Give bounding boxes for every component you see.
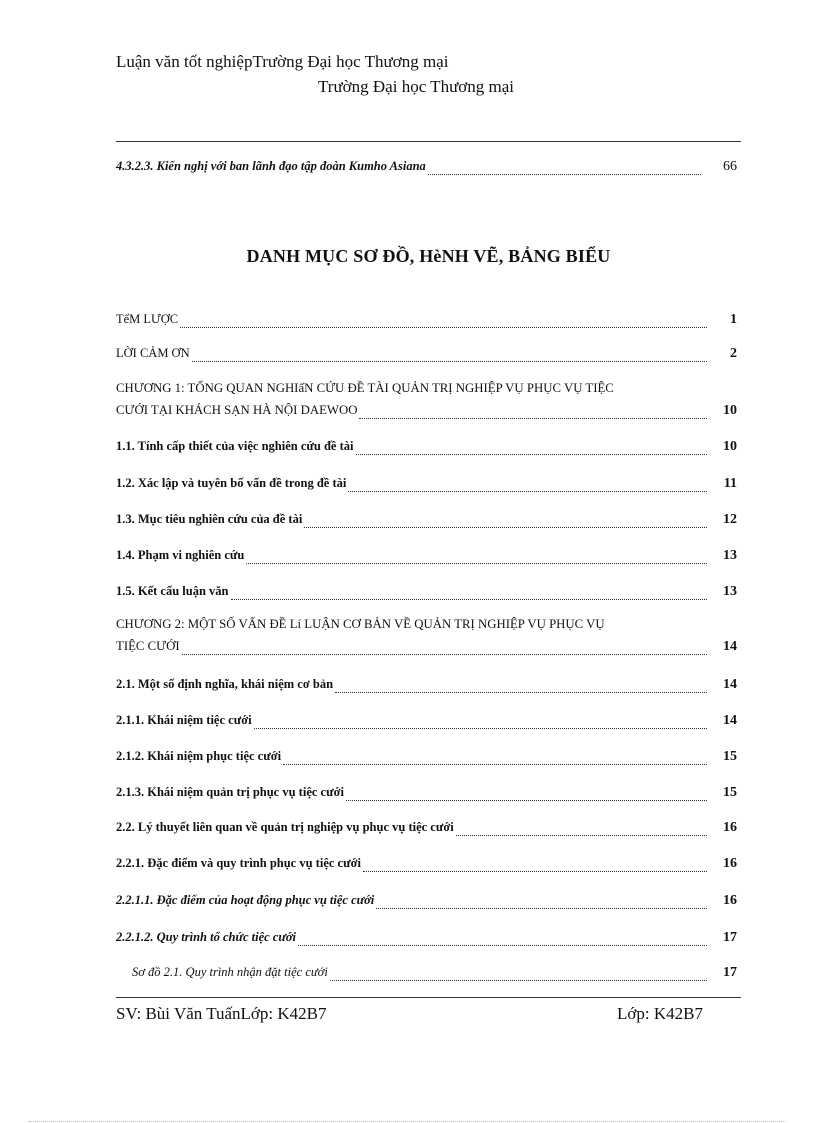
toc-entry-page: 15 — [723, 785, 737, 800]
toc-leader-dots — [363, 859, 707, 872]
toc-entry-page: 16 — [723, 856, 737, 871]
toc-leader-dots — [304, 515, 707, 528]
toc-entry-label: LỜI CẢM ƠN — [116, 346, 190, 360]
toc-entry[interactable] — [116, 548, 741, 570]
toc-entry-chapter-1[interactable] — [116, 381, 741, 425]
toc-entry-label: 2.2.1.1. Đặc điểm của hoạt động phục vụ tiệc cưới — [116, 893, 375, 907]
toc-entry[interactable] — [116, 476, 741, 498]
toc-leader-dots — [348, 479, 707, 492]
toc-entry-page: 2 — [730, 346, 737, 361]
toc-entry-label: Sơ đồ 2.1. Quy trình nhận đặt tiệc cưới — [132, 965, 328, 979]
toc-entry-page: 13 — [723, 548, 737, 563]
toc-entry-page: 11 — [723, 476, 737, 491]
toc-leader-dots — [359, 406, 707, 419]
toc-entry[interactable] — [116, 820, 741, 842]
toc-entry[interactable] — [116, 584, 741, 606]
toc-entry-label-line-1: CHƯƠNG 2: MỘT SỐ VẤN ĐỀ Lí LUẬN CƠ BẢN VỀ QUẢN TRỊ NGHIỆP VỤ PHỤC VỤ — [116, 617, 605, 631]
toc-entry[interactable] — [116, 930, 741, 952]
toc-entry-page: 12 — [723, 512, 737, 527]
toc-entry[interactable] — [116, 749, 741, 771]
toc-leader-dots — [283, 752, 707, 765]
toc-entry-label: 2.1.2. Khái niệm phục tiệc cưới — [116, 749, 282, 763]
header-rule — [116, 141, 741, 142]
toc-entry-label: 2.1. Một số định nghĩa, khái niệm cơ bản — [116, 677, 334, 691]
toc-entry-label-line-1: CHƯƠNG 1: TỔNG QUAN NGHIấN CỨU ĐỀ TÀI QUẢN TRỊ NGHIỆP VỤ PHỤC VỤ TIỆC — [116, 381, 614, 395]
toc-leader-dots — [254, 716, 707, 729]
footer-right: Lớp: K42B7 — [617, 1004, 703, 1023]
toc-entry-label-line-2: TIỆC CƯỚI — [116, 639, 180, 653]
toc-entry-page: 17 — [723, 965, 737, 980]
toc-leader-dots — [298, 933, 707, 946]
header-line-1: Luận văn tốt nghiệpTrường Đại học Thương mại — [116, 52, 449, 71]
toc-entry-label: TểM LƯỢC — [116, 312, 179, 326]
toc-leader-dots — [346, 788, 707, 801]
toc-leader-dots — [246, 551, 707, 564]
toc-entry-page: 16 — [723, 820, 737, 835]
toc-leader-dots — [330, 968, 707, 981]
toc-entry-page: 14 — [723, 713, 737, 728]
toc-entry-page: 1 — [730, 312, 737, 327]
toc-entry-label: 2.1.3. Khái niệm quản trị phục vụ tiệc cưới — [116, 785, 344, 799]
toc-entry-page: 17 — [723, 930, 737, 945]
toc-entry[interactable] — [116, 439, 741, 461]
toc-entry[interactable] — [116, 856, 741, 878]
toc-entry[interactable] — [116, 893, 741, 915]
toc-entry-label: 2.1.1. Khái niệm tiệc cưới — [116, 713, 252, 727]
toc-entry-page: 10 — [723, 439, 737, 454]
toc-entry[interactable] — [116, 965, 741, 987]
toc-entry[interactable] — [116, 512, 741, 534]
toc-entry-page: 14 — [723, 639, 737, 654]
toc-leader-dots — [192, 349, 707, 362]
toc-entry-label: 4.3.2.3. Kiến nghị với ban lãnh đạo tập đoàn Kumho Asiana — [116, 159, 426, 173]
toc-entry-page: 14 — [723, 677, 737, 692]
toc-leader-dots — [356, 442, 707, 455]
toc-entry-page: 10 — [723, 403, 737, 418]
toc-entry-label: 2.2. Lý thuyết liên quan về quản trị nghiệp vụ phục vụ tiệc cưới — [116, 820, 454, 834]
header-line-2: Trường Đại học Thương mại — [318, 77, 515, 96]
toc-leader-dots — [182, 642, 707, 655]
toc-entry-page: 16 — [723, 893, 737, 908]
toc-entry-top[interactable] — [116, 159, 741, 181]
toc-entry-chapter-2[interactable] — [116, 617, 741, 661]
toc-entry-label: 1.1. Tính cấp thiết của việc nghiên cứu đề tài — [116, 439, 354, 453]
toc-entry-page: 13 — [723, 584, 737, 599]
toc-leader-dots — [428, 162, 701, 175]
toc-leader-dots — [376, 896, 707, 909]
toc-entry-label: 1.3. Mục tiêu nghiên cứu của đề tài — [116, 512, 303, 526]
toc-entry-label-line-2: CƯỚI TẠI KHÁCH SẠN HÀ NỘI DAEWOO — [116, 403, 358, 417]
toc-entry-label: 2.2.1. Đặc điểm và quy trình phục vụ tiệc cưới — [116, 856, 361, 870]
toc-entry-page: 15 — [723, 749, 737, 764]
toc-entry[interactable] — [116, 312, 741, 334]
toc-leader-dots — [231, 587, 707, 600]
toc-entry[interactable] — [116, 713, 741, 735]
toc-entry[interactable] — [116, 677, 741, 699]
toc-entry-label: 1.5. Kết cấu luận văn — [116, 584, 229, 598]
toc-leader-dots — [456, 823, 707, 836]
page-bottom-border — [28, 1121, 786, 1122]
toc-leader-dots — [335, 680, 707, 693]
toc-entry-page: 66 — [723, 159, 737, 174]
toc-entry[interactable] — [116, 346, 741, 368]
toc-entry[interactable] — [116, 785, 741, 807]
toc-entry-label: 1.2. Xác lập và tuyên bố vấn đề trong đề tài — [116, 476, 347, 490]
page-title: DANH MỤC SƠ ĐỒ, HèNH VẼ, BẢNG BIỂU — [246, 246, 611, 266]
footer-left: SV: Bùi Văn TuấnLớp: K42B7 — [116, 1004, 327, 1023]
toc-entry-label: 2.2.1.2. Quy trình tổ chức tiệc cưới — [116, 930, 297, 944]
footer-rule — [116, 997, 741, 998]
toc-leader-dots — [180, 315, 707, 328]
toc-entry-label: 1.4. Phạm vi nghiên cứu — [116, 548, 245, 562]
